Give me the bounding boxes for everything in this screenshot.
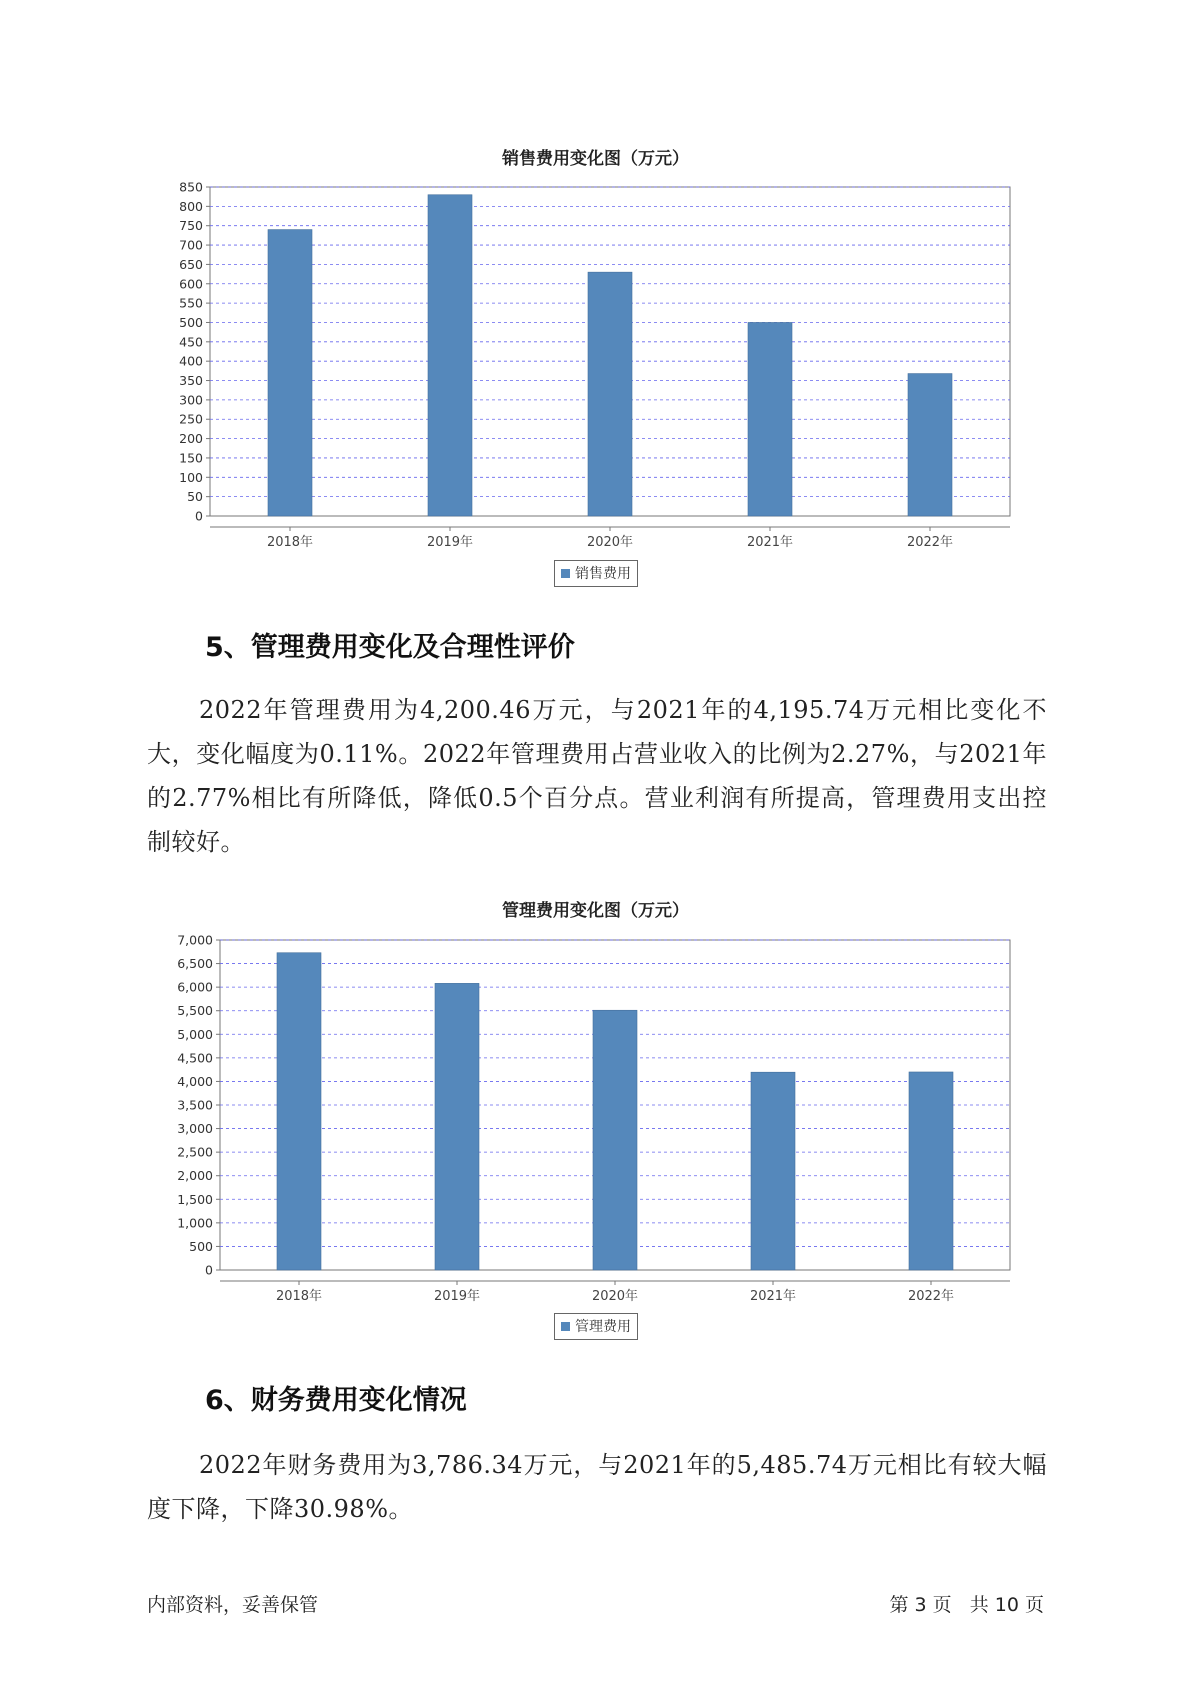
admin-y-tick-label: 3,000 — [177, 1121, 213, 1137]
legend-swatch — [561, 1322, 570, 1331]
sales-y-tick-label: 550 — [179, 295, 203, 311]
sales-y-tick-label: 250 — [179, 411, 203, 427]
sales-y-tick-label: 650 — [179, 256, 203, 272]
admin-y-tick-label: 5,000 — [177, 1026, 213, 1042]
admin-chart-title: 管理费用变化图（万元） — [502, 901, 689, 921]
sales-legend-label: 销售费用 — [575, 566, 631, 582]
footer-confidential-note: 内部资料，妥善保管 — [147, 1594, 319, 1616]
admin-y-tick-label: 500 — [189, 1238, 213, 1254]
admin-y-tick-label: 4,000 — [177, 1073, 213, 1089]
admin-x-tick-label: 2022年 — [907, 1289, 955, 1304]
sales-y-tick-label: 600 — [179, 276, 203, 292]
sales-x-tick-label: 2018年 — [266, 535, 314, 550]
sales-y-tick-label: 850 — [179, 179, 203, 195]
sales-y-tick-label: 450 — [179, 334, 203, 350]
admin-bar — [435, 983, 479, 1270]
admin-y-tick-label: 6,000 — [177, 979, 213, 995]
section-6-paragraph: 2022年财务费用为3,786.34万元，与2021年的5,485.74万元相比有较大幅度下降，下降30.98%。 — [147, 1451, 1047, 1523]
admin-legend-label: 管理费用 — [575, 1319, 631, 1335]
sales-y-tick-label: 700 — [179, 237, 203, 253]
sales-y-tick-label: 100 — [179, 469, 203, 485]
admin-bar — [593, 1010, 637, 1270]
sales-y-tick-label: 0 — [195, 508, 203, 524]
sales-y-tick-label: 200 — [179, 431, 203, 447]
admin-bar — [751, 1072, 795, 1270]
admin-x-tick-label: 2018年 — [275, 1289, 323, 1304]
sales-chart-title: 销售费用变化图（万元） — [502, 149, 689, 169]
sales-y-tick-label: 350 — [179, 373, 203, 389]
admin-y-tick-label: 1,000 — [177, 1215, 213, 1231]
admin-y-tick-label: 0 — [205, 1262, 213, 1278]
admin-x-tick-label: 2020年 — [591, 1289, 639, 1304]
sales-y-tick-label: 400 — [179, 353, 203, 369]
sales-x-tick-label: 2021年 — [746, 535, 794, 550]
section-6-heading: 6、财务费用变化情况 — [205, 1385, 467, 1416]
section-5-heading: 5、管理费用变化及合理性评价 — [205, 632, 575, 663]
sales-x-tick-label: 2019年 — [426, 535, 474, 550]
admin-y-tick-label: 1,500 — [177, 1191, 213, 1207]
admin-x-tick-label: 2021年 — [749, 1289, 797, 1304]
admin-y-tick-label: 4,500 — [177, 1050, 213, 1066]
admin-bar — [277, 953, 321, 1270]
admin-x-tick-label: 2019年 — [433, 1289, 481, 1304]
sales-y-tick-label: 50 — [187, 489, 203, 505]
admin-y-tick-label: 2,000 — [177, 1168, 213, 1184]
section-5-paragraph: 2022年管理费用为4,200.46万元，与2021年的4,195.74万元相比变化不大，变化幅度为0.11%。2022年管理费用占营业收入的比例为2.27%，与2021年的2.77%相比有所降低，降低0.5个百分点。营业利润有所提高，管理费用支出控制较好。 — [147, 696, 1047, 856]
sales-y-tick-label: 150 — [179, 450, 203, 466]
admin-bar — [909, 1072, 953, 1270]
sales-y-tick-label: 800 — [179, 198, 203, 214]
footer-page-number: 第 3 页 共 10 页 — [889, 1594, 1044, 1616]
admin-y-tick-label: 3,500 — [177, 1097, 213, 1113]
admin-y-tick-label: 6,500 — [177, 956, 213, 972]
admin-chart-legend — [554, 1313, 638, 1340]
sales-x-tick-label: 2022年 — [906, 535, 954, 550]
sales-y-tick-label: 500 — [179, 314, 203, 330]
sales-y-tick-label: 300 — [179, 392, 203, 408]
admin-y-tick-label: 2,500 — [177, 1144, 213, 1160]
sales-y-tick-label: 750 — [179, 218, 203, 234]
sales-x-tick-label: 2020年 — [586, 535, 634, 550]
admin-y-tick-label: 7,000 — [177, 932, 213, 948]
admin-y-tick-label: 5,500 — [177, 1003, 213, 1019]
